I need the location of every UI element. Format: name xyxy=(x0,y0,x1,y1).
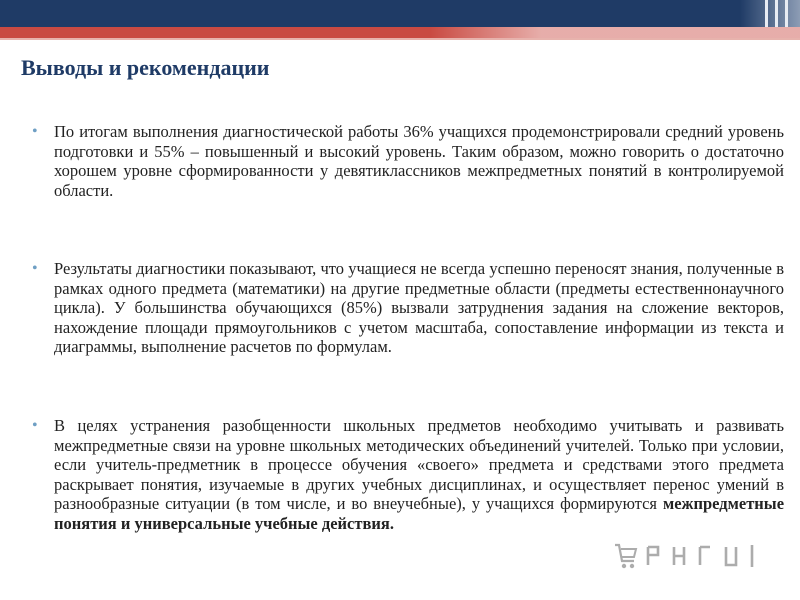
header-stripe xyxy=(775,0,778,27)
bullet-text-emphasis: межпредметные понятия и универсальные учебные действия. xyxy=(54,494,785,533)
header-band xyxy=(0,0,800,27)
watermark-wordmark-icon xyxy=(644,541,764,571)
watermark-cart-icon xyxy=(612,541,638,571)
header-stripe xyxy=(785,0,788,27)
accent-band xyxy=(0,27,800,38)
bullet-text: По итогам выполнения диагностической работы 36% учащихся продемонстрировали средний уровень подготовки и 55% – повышенный и высокий уровень. Таким образом, можно говорить о достаточно хорошем уровне сформированности у девятиклассников межпредметных понятий в контролируемой области. xyxy=(54,122,784,200)
bullet-dot-icon: • xyxy=(32,417,38,434)
bullet-text-main: В целях устранения разобщенности школьных предметов необходимо учитывать и развивать межпредметные связи на уровне школьных методических объединений учителей. Только при условии, если учитель-предметник в процессе обучения «своего» предмета и средствами этого предмета раскрывает понятия, изучаемые в других учебных дисциплинах, и осуществляет перенос умений в разнообразные ситуации (в том числе, и во внеучебные), у учащихся формируются xyxy=(54,416,784,513)
watermark xyxy=(612,538,772,574)
bullet-dot-icon: • xyxy=(32,260,38,277)
bullet-text xyxy=(54,416,784,533)
bullet-dot-icon: • xyxy=(32,123,38,140)
divider-line xyxy=(0,38,800,40)
header-stripe xyxy=(765,0,768,27)
header-band-highlight xyxy=(740,0,800,27)
slide-title: Выводы и рекомендации xyxy=(21,55,270,80)
accent-band-fade xyxy=(430,27,800,38)
bullet-text: Результаты диагностики показывают, что учащиеся не всегда успешно переносят знания, полученные в рамках одного предмета (математики) на другие предметные области (предметы естественнонаучного цикла). У большинства обучающихся (85%) вызвали затруднения задания на сложение векторов, нахождение площади прямоугольников с учетом масштаба, сопоставление информации из текста и диаграммы, выполнение расчетов по формулам. xyxy=(54,259,784,356)
